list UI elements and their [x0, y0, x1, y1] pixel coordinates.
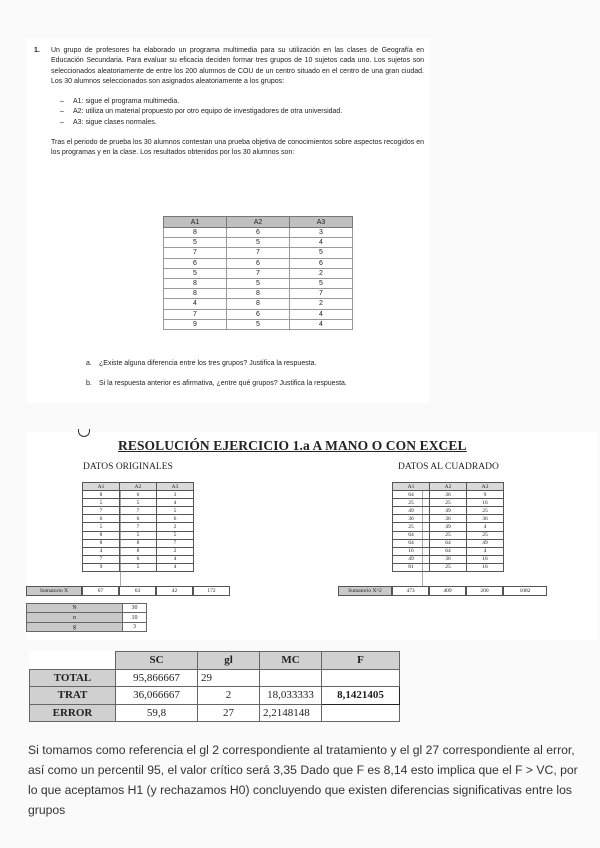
- count-row: [27, 622, 147, 631]
- squared-cell: 25: [430, 531, 467, 539]
- original-cell: 6: [157, 515, 194, 523]
- score-cell: 9: [164, 319, 227, 329]
- sum-x2-a2: 409: [429, 586, 466, 596]
- squared-cell: 36: [430, 491, 467, 499]
- original-cell: 7: [157, 539, 194, 547]
- table-row: [393, 563, 504, 571]
- original-cell: 4: [157, 563, 194, 571]
- anova-row-error: ERROR 59,8 27 2,2148148: [30, 704, 400, 722]
- table-row: [83, 539, 194, 547]
- original-cell: 7: [120, 507, 157, 515]
- squared-cell: 9: [467, 491, 504, 499]
- table-row: [164, 309, 353, 319]
- squared-data-title: DATOS AL CUADRADO: [398, 462, 499, 472]
- table-row: [393, 499, 504, 507]
- conclusion-text: Si tomamos como referencia el gl 2 correspondiente al tratamiento y el gl 27 correspondiente al error, así como un percentil 95, el valor crítico será 3,35 Dado que F es 8,14 esto implica que el F > VC, por lo que aceptamos H1 (y rechazamos H0) concluyendo que existen diferencias significativas entre los grupos: [28, 743, 578, 817]
- original-cell: 4: [157, 499, 194, 507]
- table-row: [164, 268, 353, 278]
- f-value-cell: 8,1421405: [322, 687, 400, 705]
- squared-header-a2: A2: [430, 483, 467, 491]
- table-row: [393, 547, 504, 555]
- count-row: [27, 613, 147, 622]
- table-row: [164, 258, 353, 268]
- squared-cell: 16: [393, 547, 430, 555]
- score-cell: 8: [164, 289, 227, 299]
- anova-row-total: TOTAL 95,866667 29: [30, 669, 400, 687]
- table-row: [164, 278, 353, 288]
- table-row: [83, 563, 194, 571]
- table-row: [164, 248, 353, 258]
- original-cell: 4: [83, 547, 120, 555]
- score-cell: 8: [164, 228, 227, 238]
- original-cell: 5: [120, 499, 157, 507]
- table-row: [393, 531, 504, 539]
- count-value: 3: [123, 622, 147, 631]
- anova-header-gl: gl: [198, 652, 260, 670]
- counts-table: [26, 603, 147, 632]
- scores-table: [163, 216, 353, 330]
- sum-x-a2: 63: [119, 586, 156, 596]
- squared-cell: 25: [430, 499, 467, 507]
- score-cell: 6: [164, 258, 227, 268]
- score-cell: 4: [164, 299, 227, 309]
- squared-cell: 64: [393, 491, 430, 499]
- original-header-a1: A1: [83, 483, 120, 491]
- table-row: [393, 507, 504, 515]
- squared-cell: 64: [393, 531, 430, 539]
- group-item-a2: – A2: utiliza un material propuesto por otro equipo de investigadores de otra universidad.: [60, 107, 424, 118]
- count-label: N: [27, 604, 123, 613]
- squared-cell: 4: [467, 523, 504, 531]
- problem-intro: Un grupo de profesores ha elaborado un programa multimedia para su utilización en las clases de Geografía en Educación Secundaria. Para evaluar su eficacia deciden formar tres grupos de 10 sujetos cada uno. Los sujetos son seleccionados aleatoriamente de entre los 200 alumnos de COU de un centro situado en el centro de una gran ciudad. Los 30 alumnos seleccionados son asignados aleatoriamente a los grupos:: [51, 47, 424, 86]
- original-header-a3: A3: [157, 483, 194, 491]
- squared-cell: 81: [393, 563, 430, 571]
- table-row: [164, 228, 353, 238]
- original-cell: 7: [120, 523, 157, 531]
- original-cell: 8: [83, 539, 120, 547]
- original-cell: 6: [120, 515, 157, 523]
- original-cell: 8: [83, 491, 120, 499]
- group-list: [60, 97, 424, 129]
- sum-x2-a1: 473: [392, 586, 429, 596]
- table-row: [164, 319, 353, 329]
- squared-cell: 16: [467, 499, 504, 507]
- anova-header-mc: MC: [260, 652, 322, 670]
- curve-mark: [78, 429, 90, 437]
- score-cell: 8: [227, 289, 290, 299]
- score-cell: 5: [164, 268, 227, 278]
- score-cell: 6: [227, 228, 290, 238]
- anova-header-sc: SC: [116, 652, 198, 670]
- squared-cell: 49: [430, 507, 467, 515]
- sum-x-a3: 42: [156, 586, 193, 596]
- squared-cell: 25: [393, 499, 430, 507]
- original-data-table: [82, 482, 194, 572]
- sum-x-label: Sumatorio X: [26, 586, 82, 596]
- squared-cell: 49: [467, 539, 504, 547]
- squared-header-a3: A3: [467, 483, 504, 491]
- score-cell: 5: [164, 238, 227, 248]
- problem-results-text: Tras el periodo de prueba los 30 alumnos contestan una prueba objetiva de conocimientos sobre aspectos recogidos en los programas y en la clase. Los resultados obtenidos por los 30 alumnos son:: [51, 139, 424, 157]
- original-cell: 6: [120, 555, 157, 563]
- count-value: 10: [123, 613, 147, 622]
- score-cell: 4: [290, 319, 353, 329]
- squared-cell: 64: [430, 539, 467, 547]
- anova-header-f: F: [322, 652, 400, 670]
- score-cell: 7: [164, 309, 227, 319]
- scores-header-a3: A3: [290, 217, 353, 228]
- original-cell: 2: [157, 523, 194, 531]
- problem-statement: [26, 38, 430, 403]
- score-cell: 7: [227, 268, 290, 278]
- original-cell: 2: [157, 547, 194, 555]
- scores-header-a2: A2: [227, 217, 290, 228]
- squared-cell: 36: [430, 555, 467, 563]
- count-label: g: [27, 622, 123, 631]
- score-cell: 8: [227, 299, 290, 309]
- score-cell: 5: [227, 319, 290, 329]
- problem-number: 1.: [34, 47, 40, 54]
- squared-cell: 36: [467, 515, 504, 523]
- table-row: [83, 555, 194, 563]
- original-header-a2: A2: [120, 483, 157, 491]
- squared-cell: 25: [393, 523, 430, 531]
- original-cell: 9: [83, 563, 120, 571]
- squared-cell: 36: [393, 515, 430, 523]
- squared-cell: 49: [430, 523, 467, 531]
- table-row: [393, 539, 504, 547]
- table-row: [83, 531, 194, 539]
- original-cell: 5: [120, 531, 157, 539]
- original-cell: 8: [120, 547, 157, 555]
- original-cell: 5: [83, 499, 120, 507]
- squared-cell: 4: [467, 547, 504, 555]
- original-data-title: DATOS ORIGINALES: [83, 462, 173, 472]
- count-label: n: [27, 613, 123, 622]
- score-cell: 7: [290, 289, 353, 299]
- original-cell: 4: [157, 555, 194, 563]
- table-row: [83, 515, 194, 523]
- table-row: [83, 547, 194, 555]
- sum-x2-a3: 200: [466, 586, 503, 596]
- original-cell: 6: [83, 515, 120, 523]
- count-value: 30: [123, 604, 147, 613]
- table-row: [164, 299, 353, 309]
- original-cell: 5: [120, 563, 157, 571]
- sum-x2-total: 1082: [503, 586, 547, 596]
- squared-cell: 16: [467, 563, 504, 571]
- squared-cell: 25: [467, 507, 504, 515]
- table-row: [164, 289, 353, 299]
- original-cell: 7: [83, 555, 120, 563]
- sum-x-total: 172: [193, 586, 230, 596]
- score-cell: 6: [290, 258, 353, 268]
- table-row: [393, 523, 504, 531]
- score-cell: 5: [227, 238, 290, 248]
- score-cell: 4: [290, 309, 353, 319]
- score-cell: 7: [227, 248, 290, 258]
- squared-cell: 25: [467, 531, 504, 539]
- score-cell: 5: [227, 278, 290, 288]
- squared-cell: 64: [393, 539, 430, 547]
- table-row: [83, 507, 194, 515]
- question-b: b. Si la respuesta anterior es afirmativa, ¿entre qué grupos? Justifica la respuesta.: [86, 380, 347, 387]
- table-row: [83, 523, 194, 531]
- resolution-title: RESOLUCIÓN EJERCICIO 1.a A MANO O CON EXCEL: [118, 438, 467, 453]
- score-cell: 6: [227, 258, 290, 268]
- table-row: [164, 238, 353, 248]
- score-cell: 6: [227, 309, 290, 319]
- score-cell: 2: [290, 268, 353, 278]
- table-row: [393, 555, 504, 563]
- original-cell: 3: [157, 491, 194, 499]
- squared-data-table: [392, 482, 504, 572]
- original-cell: 8: [83, 531, 120, 539]
- squared-cell: 49: [393, 507, 430, 515]
- scores-header-a1: A1: [164, 217, 227, 228]
- squared-cell: 25: [430, 563, 467, 571]
- sum-x2-label: Sumatorio X^2: [338, 586, 392, 596]
- table-row: [393, 515, 504, 523]
- squared-cell: 16: [467, 555, 504, 563]
- original-cell: 5: [157, 531, 194, 539]
- squared-cell: 64: [430, 547, 467, 555]
- group-item-a3: – A3: sigue clases normales.: [60, 118, 424, 129]
- score-cell: 2: [290, 299, 353, 309]
- squared-cell: 49: [393, 555, 430, 563]
- original-cell: 5: [157, 507, 194, 515]
- squared-cell: 36: [430, 515, 467, 523]
- table-row: [83, 499, 194, 507]
- score-cell: 8: [164, 278, 227, 288]
- question-a: a. ¿Existe alguna diferencia entre los tres grupos? Justifica la respuesta.: [86, 360, 317, 367]
- count-row: [27, 604, 147, 613]
- table-row: [83, 491, 194, 499]
- score-cell: 4: [290, 238, 353, 248]
- sum-x-a1: 67: [82, 586, 119, 596]
- original-cell: 8: [120, 539, 157, 547]
- anova-row-trat: TRAT 36,066667 2 18,033333 8,1421405: [30, 687, 400, 705]
- score-cell: 5: [290, 248, 353, 258]
- score-cell: 3: [290, 228, 353, 238]
- score-cell: 7: [164, 248, 227, 258]
- original-cell: 6: [120, 491, 157, 499]
- table-row: [393, 491, 504, 499]
- original-cell: 7: [83, 507, 120, 515]
- score-cell: 5: [290, 278, 353, 288]
- group-item-a1: – A1: sigue el programa multimedia.: [60, 97, 424, 108]
- squared-header-a1: A1: [393, 483, 430, 491]
- anova-table: [29, 651, 400, 722]
- original-cell: 5: [83, 523, 120, 531]
